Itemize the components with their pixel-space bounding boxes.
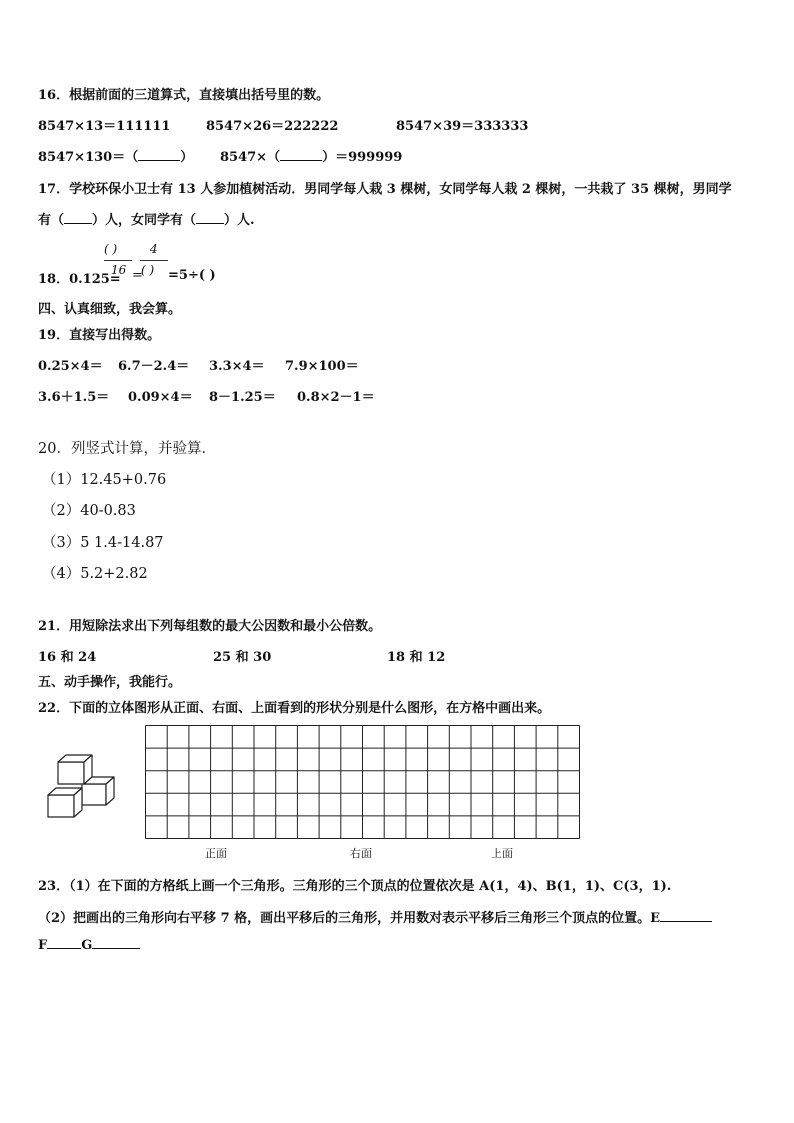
q17-suffix: ）人. [224, 213, 255, 228]
q21-pair-3: 18 和 12 [387, 650, 446, 665]
q19-r2-c1: 3.6＋1.5＝ [38, 390, 110, 405]
q23-f-label: F [38, 938, 48, 953]
q17-girls-blank[interactable] [196, 223, 224, 224]
q21-pair-2: 25 和 30 [213, 650, 272, 665]
q23-line-2-text: （2）把画出的三角形向右平移 7 格，画出平移后的三角形，并用数对表示平移后三角形三个顶点的位置。E [38, 911, 661, 926]
q16-eq5-blank[interactable] [280, 160, 322, 161]
q20-item-2: （2）40-0.83 [42, 503, 136, 519]
q20-item-4: （4）5.2+2.82 [42, 566, 148, 582]
q17-line-2 [38, 209, 255, 228]
q19-r1-c4: 7.9×100＝ [285, 359, 359, 374]
q19-r2-c2: 0.09×4＝ [128, 390, 193, 405]
q18-frac1-bar [104, 260, 132, 261]
q16-eq4-suffix: ） [180, 150, 194, 165]
q16-eq4-prefix: 8547×130＝（ [38, 150, 139, 165]
section-5-heading: 五、动手操作，我能行。 [38, 675, 182, 690]
q21-pair-1: 16 和 24 [38, 650, 97, 665]
q18-equals: = [132, 268, 143, 283]
q23-f-blank[interactable] [47, 948, 81, 949]
q23-g-blank[interactable] [92, 948, 140, 949]
q18-frac2-denominator[interactable]: ( ) [141, 263, 155, 277]
q18-frac2-bar [140, 260, 168, 261]
q23-line-3 [38, 938, 140, 953]
q22-label-top: 上面 [491, 847, 513, 860]
q18-prefix: 18．0.125= [38, 272, 121, 287]
q16-equation-4 [38, 146, 193, 165]
q23-line-1: 23．（1）在下面的方格纸上画一个三角形。三角形的三个顶点的位置依次是 A(1，4)、B(1，1)、C(3，1). [38, 879, 672, 894]
q20-title: 20．列竖式计算，并验算． [38, 441, 216, 457]
q16-equation-3: 8547×39＝333333 [396, 119, 529, 134]
q16-equation-2: 8547×26＝222222 [206, 119, 339, 134]
q17-prefix: 有（ [38, 213, 65, 228]
q21-title: 21．用短除法求出下列每组数的最大公因数和最小公倍数。 [38, 619, 382, 634]
q23-g-label: G [81, 938, 93, 953]
q19-r1-c2: 6.7－2.4＝ [118, 359, 190, 374]
q17-line-1: 17．学校环保小卫士有 13 人参加植树活动．男同学每人栽 3 棵树，女同学每人栽 2 棵树，一共栽了 35 棵树，男同学 [38, 182, 732, 197]
q23-line-2 [38, 907, 712, 926]
q18-frac2-numerator: 4 [150, 242, 158, 256]
q16-eq5-suffix: ）＝999999 [322, 150, 403, 165]
q23-e-blank[interactable] [660, 921, 712, 922]
q22-square-grid[interactable] [144, 724, 581, 840]
q16-eq4-blank[interactable] [138, 160, 180, 161]
q18-frac1-denominator: 16 [111, 263, 127, 277]
section-4-heading: 四、认真细致，我会算。 [38, 302, 182, 317]
q20-item-1: （1）12.45+0.76 [42, 472, 167, 488]
q16-equation-5 [220, 146, 402, 165]
q18-suffix: =5÷( ) [168, 268, 216, 283]
cube-stack-figure [44, 754, 116, 820]
q16-equation-1: 8547×13＝111111 [38, 119, 171, 134]
q16-title: 16．根据前面的三道算式，直接填出括号里的数。 [38, 88, 330, 103]
q17-middle: ）人，女同学有（ [92, 213, 197, 228]
q17-boys-blank[interactable] [64, 223, 92, 224]
q19-title: 19．直接写出得数。 [38, 328, 161, 343]
q19-r1-c1: 0.25×4＝ [38, 359, 103, 374]
q22-title: 22．下面的立体图形从正面、右面、上面看到的形状分别是什么图形，在方格中画出来。 [38, 701, 551, 716]
q18-frac1-numerator[interactable]: ( ) [104, 242, 118, 256]
q20-item-3: （3）5 1.4-14.87 [42, 535, 164, 551]
q19-r1-c3: 3.3×4＝ [209, 359, 265, 374]
q19-r2-c4: 0.8×2－1＝ [297, 390, 375, 405]
q22-label-front: 正面 [205, 847, 227, 860]
q16-eq5-prefix: 8547×（ [220, 150, 281, 165]
q19-r2-c3: 8－1.25＝ [209, 390, 276, 405]
q22-label-right: 右面 [350, 847, 372, 860]
